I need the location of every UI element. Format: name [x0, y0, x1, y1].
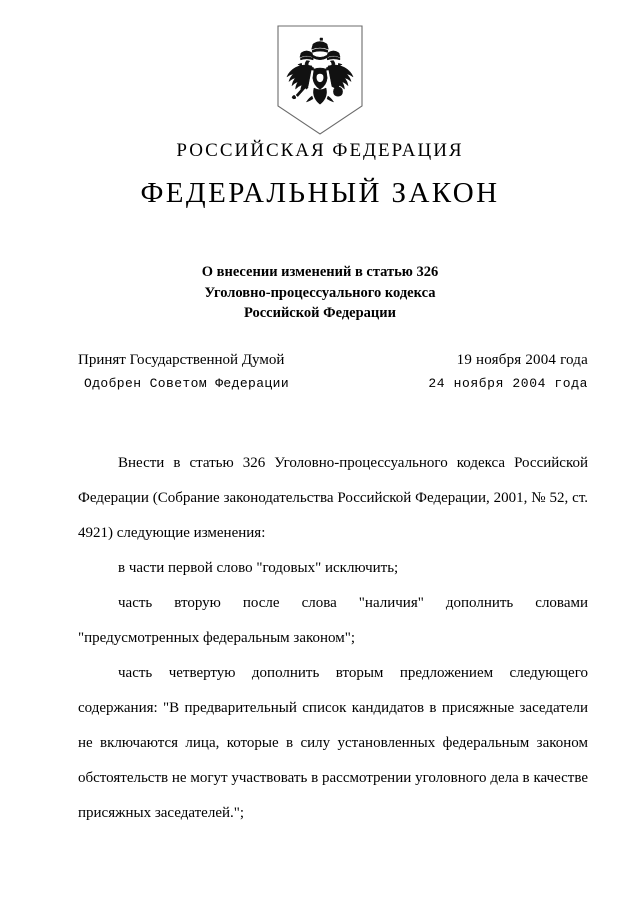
document-heading: [0, 140, 640, 211]
body-paragraph-3: часть вторую после слова "наличия" дополнить словами "предусмотренных федеральным законом";: [78, 595, 588, 646]
adoption-block: [78, 352, 588, 391]
page-title-country: РОССИЙСКАЯ ФЕДЕРАЦИЯ: [176, 140, 464, 161]
body-paragraph-1: Внести в статью 326 Уголовно-процессуального кодекса Российской Федерации (Собрание законодательства Российской Федерации, 2001, № 52, ст. 4921) следующие изменения:: [78, 455, 588, 541]
body-paragraph-2: в части первой слово "годовых" исключить;: [118, 560, 399, 576]
adoption-council-label: Одобрен Советом Федерации: [84, 376, 290, 391]
adoption-duma-date: 19 ноября 2004 года: [456, 352, 588, 368]
russian-coat-of-arms-icon: [268, 22, 372, 138]
subtitle-line-2: Уголовно-процессуального кодекса: [204, 284, 436, 301]
page-title-law: ФЕДЕРАЛЬНЫЙ ЗАКОН: [140, 176, 500, 209]
coat-of-arms-container: [0, 22, 640, 138]
subtitle-line-1: О внесении изменений в статью 326: [201, 264, 439, 280]
document-body: [78, 446, 588, 831]
adoption-council-date: 24 ноября 2004 года: [428, 376, 588, 391]
subtitle-line-3: Российской Федерации: [243, 305, 396, 322]
adoption-duma-label: Принят Государственной Думой: [78, 352, 285, 368]
body-paragraph-4: часть четвертую дополнить вторым предложением следующего содержания: "В предварительный список кандидатов в присяжные заседатели не включаются лица, которые в силу установленных федеральным законом обстоятельств не могут участвовать в рассмотрении уголовного дела в качестве присяжных заседателей.";: [78, 665, 588, 821]
adoption-row-council: [78, 376, 588, 391]
document-subtitle: [0, 262, 640, 324]
adoption-row-duma: [78, 352, 588, 369]
